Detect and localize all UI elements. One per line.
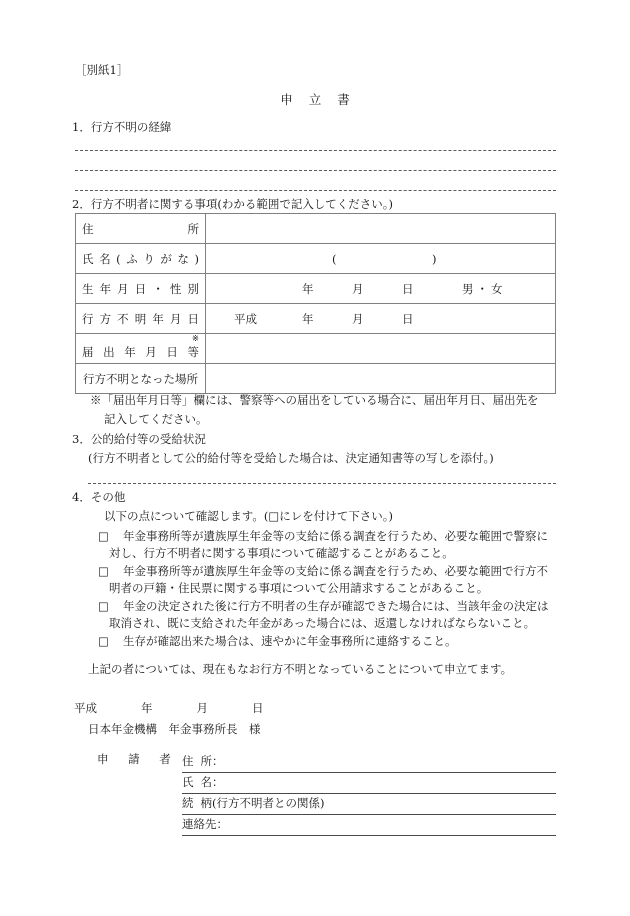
table-row [76,214,556,244]
row-label: 届出年月日等 [82,344,199,359]
document-title: 申 立 書 [280,92,356,107]
write-line-4 [88,483,556,484]
applicant-name-field[interactable] [182,772,556,794]
day-unit: 日 [402,281,414,296]
section-4-label: その他 [90,490,126,504]
table-row [76,364,556,394]
year-unit: 年 [141,701,153,715]
section-3-heading [72,431,206,447]
value-area [212,214,549,243]
table-row [76,244,556,274]
value-area [212,244,549,273]
checkbox-label-line-1: 年金の決定された後に行方不明者の生存が確認できた場合には、当該年金の決定は [123,599,549,613]
applicant-relationship-field[interactable] [182,793,556,815]
note-reference-mark: ※ [191,334,199,344]
paren-close: ) [432,251,437,266]
row-value-cell[interactable] [206,274,556,304]
value-area [212,334,549,363]
row-value-cell[interactable] [206,364,556,394]
section-2-heading [72,196,393,212]
applicant-address-field[interactable] [182,751,556,773]
write-line-1 [75,150,556,151]
table-row [76,304,556,334]
checkbox-label-line-2: 明者の戸籍・住民票に関する事項について公用請求することがあること。 [109,581,489,595]
table-row [76,334,556,364]
section-3-number: 3． [72,432,91,446]
row-value-cell[interactable] [206,304,556,334]
value-area [212,274,549,303]
checkbox-label [109,598,563,632]
checkbox-label-line-1: 年金事務所等が遺族厚生年金等の支給に係る調査を行うため、必要な範囲で警察に [123,529,549,543]
month-unit: 月 [352,311,364,326]
applicant-contact-label: 連絡先： [182,817,228,831]
row-value-cell[interactable] [206,334,556,364]
month-unit: 月 [352,281,364,296]
table-row [76,274,556,304]
row-label-cell [76,334,206,364]
table-body [76,214,556,394]
missing-person-info-table [75,213,556,394]
section-2-number: 2． [72,197,91,211]
year-unit: 年 [302,281,314,296]
applicant-contact-field[interactable] [182,814,556,836]
table-footnote-line-1: ※「届出年月日等」欄には、警察等への届出をしている場合に、届出年月日、届出先を [90,393,539,407]
row-value-cell[interactable] [206,244,556,274]
addressee: 日本年金機構 年金事務所長 様 [88,722,261,736]
section-4-heading [72,489,125,505]
paren-open: ( [332,251,337,266]
row-label: 氏名(ふりがな) [82,251,199,266]
section-3-label: 公的給付等の受給状況 [90,432,206,446]
row-label: 住所 [82,221,199,236]
checkbox-label [109,528,563,562]
section-1-number: 1． [72,120,91,134]
row-label: 生年月日・性別 [82,281,199,296]
day-unit: 日 [402,311,414,326]
applicant-address-label: 住所： [182,754,224,768]
applicant-relationship-label: 続柄(行方不明者との関係) [182,796,325,810]
checkbox-icon[interactable]: □ [98,529,109,543]
checkbox-label [109,563,563,597]
value-area [212,304,549,333]
attachment-tag: ［別紙1］ [75,63,129,77]
checkbox-icon[interactable]: □ [98,634,109,648]
row-label: 行方不明となった場所 [83,371,198,386]
checkbox-label-line-2: 取消され、既に支給された年金があった場合には、返還しなければならないこと。 [109,616,536,630]
era-label: 平成 [74,701,97,715]
row-label-cell [76,274,206,304]
checkbox-icon[interactable]: □ [98,564,109,578]
row-label-cell [76,304,206,334]
closing-statement: 上記の者については、現在もなお行方不明となっていることについて申立てます。 [88,662,513,676]
write-line-2 [75,170,556,171]
checkbox-label [123,633,563,650]
row-value-cell[interactable] [206,214,556,244]
year-unit: 年 [302,311,314,326]
applicant-name-label: 氏名： [182,775,224,789]
submission-date-line [74,700,264,716]
section-4-intro: 以下の点について確認します。(□にレを付けて下さい。) [104,509,393,523]
section-4-number: 4． [72,490,91,504]
checkbox-label-line-2: 対し、行方不明者に関する事項について確認することがあること。 [109,546,454,560]
applicant-label: 申 請 者 [97,752,179,766]
checkbox-label-line-1: 年金事務所等が遺族厚生年金等の支給に係る調査を行うため、必要な範囲で行方不 [123,564,549,578]
write-line-3 [75,190,556,191]
section-2-label: 行方不明者に関する事項(わかる範囲で記入してください。) [90,197,394,211]
month-unit: 月 [196,701,208,715]
day-unit: 日 [252,701,264,715]
row-label-cell [76,214,206,244]
section-1-label: 行方不明の経緯 [90,120,172,134]
row-label-cell [76,244,206,274]
table-footnote-line-2: 記入してください。 [104,412,208,426]
section-1-heading [72,119,171,135]
gender-choice[interactable]: 男・女 [462,281,506,296]
row-label: 行方不明年月日 [82,311,199,326]
value-area [212,364,549,393]
checkbox-label-line-1: 生存が確認出来た場合は、速やかに年金事務所に連絡すること。 [123,634,457,648]
checkbox-icon[interactable]: □ [98,599,109,613]
section-3-subtext: (行方不明者として公的給付等を受給した場合は、決定通知書等の写しを添付。) [88,451,494,465]
era-name: 平成 [234,311,257,326]
row-label-cell [76,364,206,394]
